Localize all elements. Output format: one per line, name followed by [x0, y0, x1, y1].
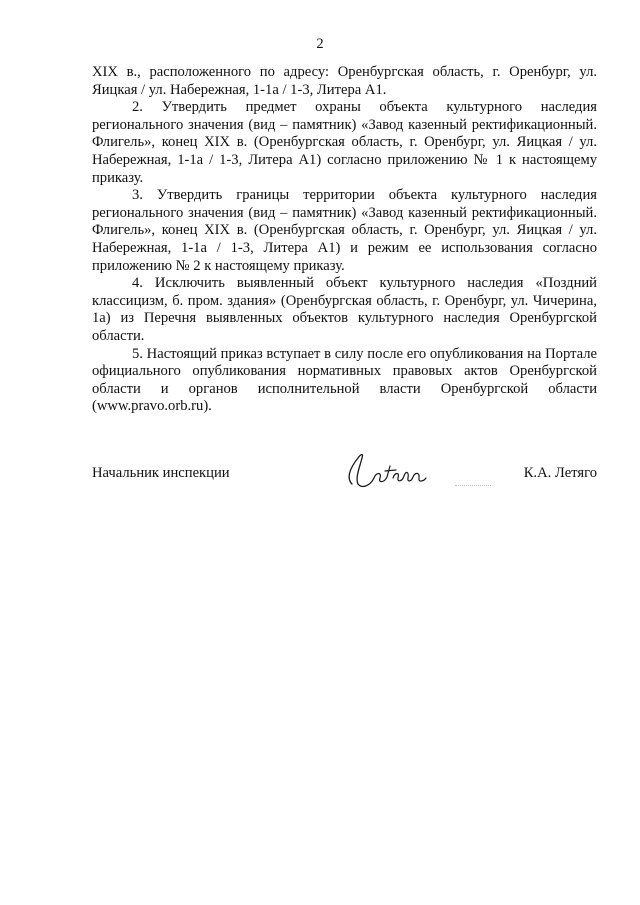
- page-number: 2: [316, 36, 324, 52]
- paragraph-item-3: 3. Утвердить границы территории объекта культурного наследия регионального значения (вид – памятник) «Завод казенный ректификационный. Флигель», конец XIX в. (Оренбургская область, г. Оренбург, ул. Яицкая / ул. Набережная, 1-1а / 1-3, Литера А1) и режим ее использования согласно приложению № 2 к настоящему приказу.: [92, 187, 597, 274]
- faint-scan-mark: [455, 485, 491, 487]
- paragraph-item-4: 4. Исключить выявленный объект культурного наследия «Поздний классицизм, б. пром. здания» (Оренбургская область, г. Оренбург, ул. Чичерина, 1а) из Перечня выявленных объектов культурного наследия Оренбургской области.: [92, 275, 597, 344]
- document-body: [92, 64, 597, 416]
- signature-row: [92, 465, 597, 489]
- paragraph-continuation: XIX в., расположенного по адресу: Оренбургская область, г. Оренбург, ул. Яицкая / ул. Набережная, 1-1а / 1-3, Литера А1.: [92, 64, 597, 98]
- paragraph-item-2: 2. Утвердить предмет охраны объекта культурного наследия регионального значения (вид – памятник) «Завод казенный ректификационный. Флигель», конец XIX в. (Оренбургская область, г. Оренбург, ул. Яицкая / ул. Набережная, 1-1а / 1-3, Литера А1) согласно приложению № 1 к настоящему приказу.: [92, 99, 597, 186]
- paragraph-item-5: 5. Настоящий приказ вступает в силу после его опубликования на Портале официального опубликования нормативных правовых актов Оренбургской области и органов исполнительной власти Оренбургской области (www.pravo.orb.ru).: [92, 345, 597, 415]
- signer-title: Начальник инспекции: [92, 465, 230, 481]
- signer-name: К.А. Летяго: [523, 465, 597, 481]
